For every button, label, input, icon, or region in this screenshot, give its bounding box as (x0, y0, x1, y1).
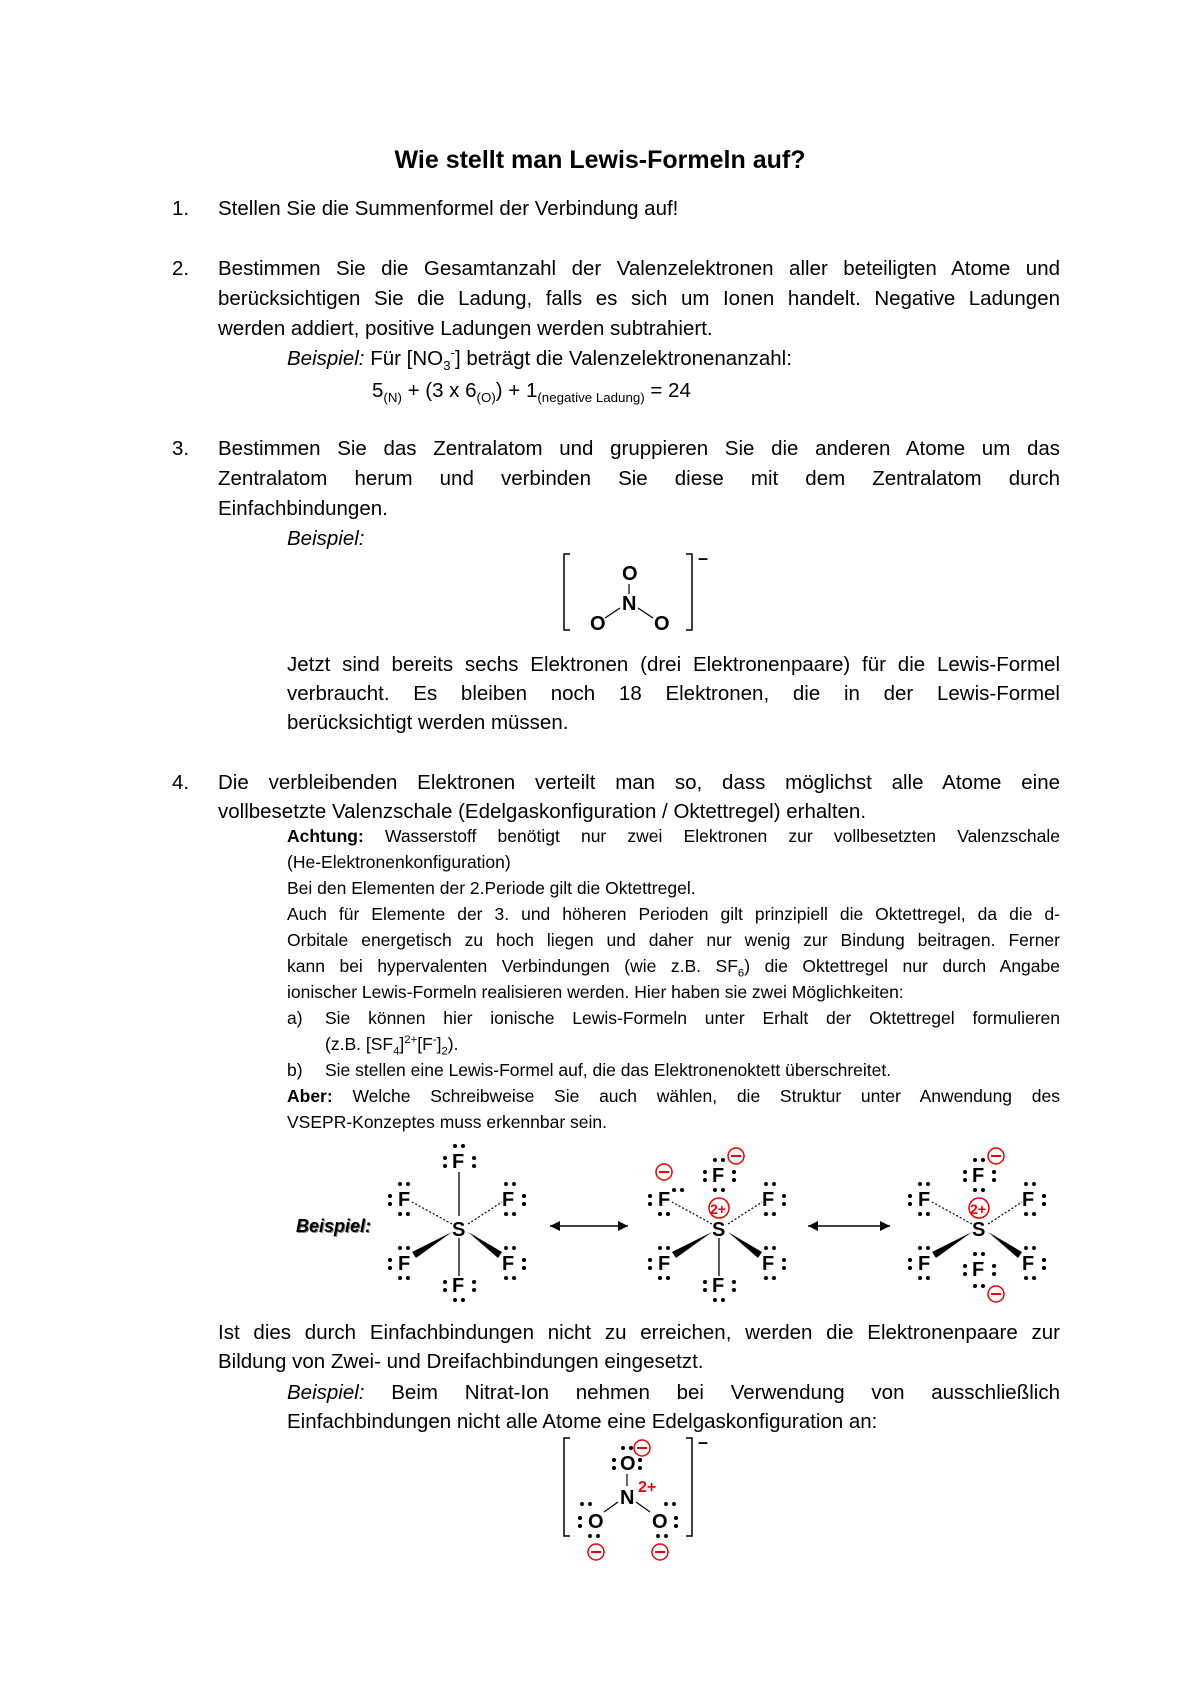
step4-after1: Ist dies durch Einfachbindungen nicht zu erreichen, werden die Elektronenpaare zur (218, 1321, 1060, 1344)
achtung-line2: (He-Elektronenkonfiguration) (287, 852, 511, 872)
step3-line1: Bestimmen Sie das Zentralatom und gruppieren Sie die anderen Atome um das (218, 437, 1060, 460)
charge-minus: – (698, 1432, 709, 1452)
option-a-line2: (z.B. $[SF_4]^{2+}[F^-]_2$). (325, 1034, 459, 1058)
valence-calculation: $5_{(N)} + (3$ x $6_{(O)}) + 1_{(negative Ladung)} = 24$ (372, 379, 691, 406)
wedge-bond (672, 1232, 712, 1258)
atom-fluorine: F (452, 1275, 465, 1297)
nitrate-skeleton-diagram (560, 548, 709, 636)
atom-sulfur: S (972, 1219, 986, 1241)
higher-line1: Auch für Elemente der 3. und höheren Perioden gilt prinzipiell die Oktettregel, da die d- (287, 904, 1060, 924)
atom-fluorine: F (712, 1275, 725, 1297)
higher-line2: Orbitale energetisch zu hoch liegen und daher nur wenig zur Bindung beitragen. Ferner (287, 930, 1060, 950)
atom-nitrogen: N (622, 593, 637, 615)
step4-number: 4. (172, 771, 190, 794)
higher-line3: kann bei hypervalenten Verbindungen (wie z.B. $SF_6$) die Oktettregel nur durch Angabe (287, 956, 1060, 980)
page-title: Wie stellt man Lewis-Formeln auf? (394, 146, 806, 174)
resonance-arrow (550, 1221, 628, 1231)
dashed-bond (672, 1202, 712, 1224)
step1-text: Stellen Sie die Summenformel der Verbindung auf! (218, 197, 679, 220)
aber-line1: Aber: Welche Schreibweise Sie auch wählen, die Struktur unter Anwendung des (287, 1086, 1060, 1106)
step4-line2: vollbesetzte Valenzschale (Edelgaskonfiguration / Oktettregel) erhalten. (218, 800, 867, 823)
wedge-bond (468, 1232, 502, 1258)
dashed-bond (412, 1202, 452, 1224)
nitrate-lewis-diagram (560, 1432, 720, 1562)
example-label: Beispiel: (287, 347, 365, 370)
wedge-bond (412, 1232, 452, 1258)
atom-oxygen-top: O (620, 1453, 636, 1475)
option-a-line1: Sie können hier ionische Lewis-Formeln unter Erhalt der Oktettregel formulieren (325, 1008, 1060, 1028)
higher-line4: ionischer Lewis-Formeln realisieren werden. Hier haben sie zwei Möglichkeiten: (287, 982, 904, 1002)
step3-after3: berücksichtigt werden müssen. (287, 711, 569, 734)
atom-fluorine: F (1022, 1253, 1035, 1275)
atom-fluorine: F (972, 1259, 985, 1281)
step2-line3: werden addiert, positive Ladungen werden subtrahiert. (218, 317, 713, 340)
option-b-label: b) (287, 1060, 303, 1080)
bond-line (605, 608, 620, 618)
step3-line2: Zentralatom herum und verbinden Sie diese mit dem Zentralatom durch (218, 467, 1060, 490)
step3-number: 3. (172, 437, 190, 460)
achtung-line1: Achtung: Wasserstoff benötigt nur zwei Elektronen zur vollbesetzten Valenzschale (287, 826, 1060, 846)
charge-2plus: 2+ (638, 1479, 657, 1496)
step1-number: 1. (172, 197, 190, 220)
step3-after2: verbraucht. Es bleiben noch 18 Elektronen, die in der Lewis-Formel (287, 682, 1060, 705)
dashed-bond (932, 1202, 972, 1224)
dashed-bond (988, 1202, 1022, 1224)
atom-oxygen-right: O (652, 1511, 668, 1533)
atom-sulfur: S (452, 1219, 466, 1241)
nitrate-line1: Beispiel: Beim Nitrat-Ion nehmen bei Verwendung von ausschließlich (287, 1381, 1060, 1404)
right-bracket (686, 554, 692, 630)
wedge-bond (988, 1232, 1022, 1258)
atom-fluorine: F (452, 1151, 465, 1173)
step2-line2: berücksichtigen Sie die Ladung, falls es sich um Ionen handelt. Negative Ladungen (218, 287, 1060, 310)
bond-line (604, 1502, 618, 1512)
atom-oxygen-top: O (622, 563, 638, 585)
charge-2plus: 2+ (970, 1201, 986, 1217)
nitrate-line2: Einfachbindungen nicht alle Atome eine Edelgaskonfiguration an: (287, 1410, 878, 1433)
atom-fluorine: F (972, 1165, 985, 1187)
wedge-bond (728, 1232, 762, 1258)
sf6-structure-hypervalent (388, 1144, 526, 1302)
sf6-example-label: Beispiel: (296, 1216, 372, 1236)
atom-fluorine: F (1022, 1189, 1035, 1211)
left-bracket (564, 554, 570, 630)
atom-fluorine: F (762, 1189, 775, 1211)
step4-after2: Bildung von Zwei- und Dreifachbindungen eingesetzt. (218, 1350, 704, 1373)
right-bracket (686, 1438, 692, 1536)
atom-oxygen-left: O (590, 613, 606, 635)
atom-fluorine: F (762, 1253, 775, 1275)
option-a-label: a) (287, 1008, 303, 1028)
atom-fluorine: F (398, 1253, 411, 1275)
resonance-arrow (808, 1221, 890, 1231)
step2-line1: Bestimmen Sie die Gesamtanzahl der Valenzelektronen aller beteiligten Atome und (218, 257, 1060, 280)
charge-2plus: 2+ (710, 1201, 726, 1217)
left-bracket (564, 1438, 570, 1536)
atom-sulfur: S (712, 1219, 726, 1241)
atom-fluorine: F (658, 1253, 671, 1275)
step2-example: Beispiel: Für $[NO_3^-]$ beträgt die Valenzelektronenanzahl: (287, 345, 792, 374)
atom-fluorine: F (658, 1189, 671, 1211)
atom-oxygen-right: O (654, 613, 670, 635)
atom-fluorine: F (712, 1165, 725, 1187)
atom-fluorine: F (502, 1189, 515, 1211)
sf6-resonance-diagram (390, 1140, 1080, 1300)
wedge-bond (932, 1232, 972, 1258)
aber-line2: VSEPR-Konzeptes muss erkennbar sein. (287, 1112, 608, 1132)
atom-oxygen-left: O (588, 1511, 604, 1533)
atom-fluorine: F (398, 1189, 411, 1211)
charge-minus: – (698, 548, 709, 568)
dashed-bond (468, 1202, 502, 1224)
sf6-structure-ionic-b (908, 1148, 1046, 1302)
step3-after1: Jetzt sind bereits sechs Elektronen (drei Elektronenpaare) für die Lewis-Formel (287, 653, 1060, 676)
bond-line (636, 1502, 650, 1512)
bond-line (638, 608, 653, 618)
option-b-line: Sie stellen eine Lewis-Formel auf, die das Elektronenoktett überschreitet. (325, 1060, 892, 1080)
atom-fluorine: F (918, 1189, 931, 1211)
step3-example-label: Beispiel: (287, 527, 365, 550)
atom-fluorine: F (918, 1253, 931, 1275)
atom-fluorine: F (502, 1253, 515, 1275)
step4-line1: Die verbleibenden Elektronen verteilt man so, dass möglichst alle Atome eine (218, 771, 1060, 794)
step2-number: 2. (172, 257, 190, 280)
atom-nitrogen: N (620, 1487, 635, 1509)
dashed-bond (728, 1202, 762, 1224)
step3-line3: Einfachbindungen. (218, 497, 388, 520)
sf6-structure-ionic-a (648, 1148, 786, 1302)
period2-line: Bei den Elementen der 2.Periode gilt die Oktettregel. (287, 878, 696, 898)
